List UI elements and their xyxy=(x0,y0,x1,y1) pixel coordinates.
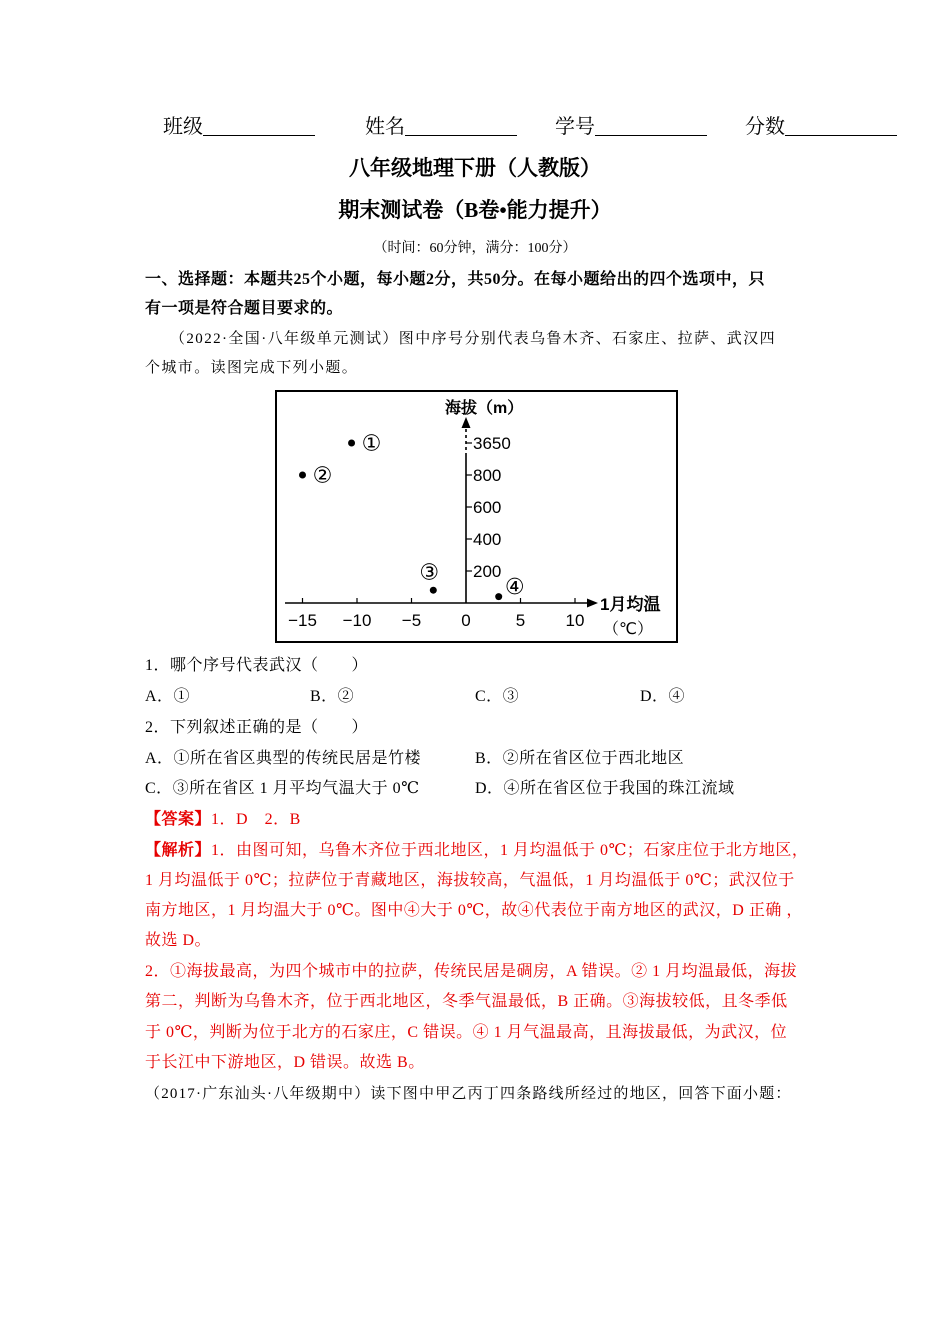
x-axis-unit: （℃） xyxy=(603,621,653,638)
section-instructions-line-1: 一、选择题：本题共25个小题，每小题2分，共50分。在每小题给出的四个选项中，只 xyxy=(145,271,766,288)
analysis-line-4: 故选 D。 xyxy=(145,932,212,949)
group1-intro-line-2: 个城市。读图完成下列小题。 xyxy=(145,360,359,376)
y-axis-arrow xyxy=(462,417,471,428)
page-subtitle: 期末测试卷（B卷•能力提升） xyxy=(338,198,612,222)
question-2-option-a: A．①所在省区典型的传统民居是竹楼 xyxy=(145,750,422,767)
y-tick-label-4: 3650 xyxy=(473,434,511,453)
question-2-option-b: B．②所在省区位于西北地区 xyxy=(475,750,685,767)
y-tick-label-0: 200 xyxy=(473,562,502,581)
x-tick-label-2: −5 xyxy=(401,611,422,630)
answer-line xyxy=(145,810,301,830)
question-2-option-c: C．③所在省区 1 月平均气温大于 0℃ xyxy=(145,780,420,797)
y-ticks xyxy=(466,434,511,581)
analysis-line-6: 第二，判断为乌鲁木齐，位于西北地区，冬季气温最低，B 正确。③海拔较低，且冬季低 xyxy=(145,993,788,1010)
point-label-2: ③ xyxy=(419,559,440,585)
x-axis-arrow xyxy=(587,599,598,608)
student-id-field xyxy=(555,114,707,140)
question-1-option-c: C．③ xyxy=(475,688,520,705)
x-axis-label: 1月均温 xyxy=(600,595,661,614)
point-dot-2 xyxy=(430,587,437,594)
point-label-0: ① xyxy=(361,430,382,456)
scatter-chart xyxy=(275,390,678,643)
section-instructions-line-2: 有一项是符合题目要求的。 xyxy=(145,300,344,317)
point-dot-0 xyxy=(348,440,355,447)
y-axis-label: 海拔（m） xyxy=(445,400,524,417)
analysis-line-5: 2．①海拔最高，为四个城市中的拉萨，传统民居是碉房，A 错误。② 1 月均温最低，海拔 xyxy=(145,963,798,980)
temperature-elevation-figure xyxy=(275,390,678,643)
score-label: 分数 xyxy=(745,116,785,138)
point-dot-3 xyxy=(495,593,502,600)
exam-info: （时间：60分钟，满分：100分） xyxy=(373,241,577,256)
question-1-option-d: D．④ xyxy=(640,688,686,705)
y-tick-label-2: 600 xyxy=(473,498,502,517)
x-tick-label-5: 10 xyxy=(565,611,585,630)
class-blank xyxy=(203,115,315,136)
name-blank xyxy=(405,115,517,136)
question-1-option-b: B．② xyxy=(310,688,355,705)
question-1-option-a: A．① xyxy=(145,688,191,705)
question-1-stem: 1．哪个序号代表武汉（ ） xyxy=(145,657,369,674)
answer-text: 1．D 2．B xyxy=(211,811,301,828)
point-label-3: ④ xyxy=(504,574,525,600)
point-label-1: ② xyxy=(312,462,333,488)
student-id-blank xyxy=(595,115,707,136)
analysis-tag: 【解析】 xyxy=(145,842,212,859)
x-tick-label-3: 0 xyxy=(461,611,471,630)
class-field xyxy=(163,114,315,140)
score-blank xyxy=(785,115,897,136)
x-tick-label-0: −15 xyxy=(288,611,317,630)
analysis-line-8: 于长江中下游地区，D 错误。故选 B。 xyxy=(145,1054,425,1071)
y-tick-label-1: 400 xyxy=(473,530,502,549)
question-2-option-d: D．④所在省区位于我国的珠江流域 xyxy=(475,780,735,797)
x-tick-label-4: 5 xyxy=(515,611,526,630)
student-id-label: 学号 xyxy=(555,116,595,138)
question-2-stem: 2．下列叙述正确的是（ ） xyxy=(145,719,369,736)
name-label: 姓名 xyxy=(365,116,405,138)
score-field xyxy=(745,114,897,140)
class-label: 班级 xyxy=(163,116,203,138)
group2-intro: （2017·广东汕头·八年级期中）读下图中甲乙丙丁四条路线所经过的地区，回答下面小题： xyxy=(145,1086,792,1102)
analysis-text-1: 1．由图可知，乌鲁木齐位于西北地区，1 月均温低于 0℃；石家庄位于北方地区， xyxy=(211,842,809,859)
analysis-line-2: 1 月均温低于 0℃；拉萨位于青藏地区，海拔较高，气温低，1 月均温低于 0℃；武汉位于 xyxy=(145,872,795,889)
page-title: 八年级地理下册（人教版） xyxy=(349,156,601,180)
y-tick-label-3: 800 xyxy=(473,466,502,485)
answer-tag: 【答案】 xyxy=(145,811,212,828)
group1-intro-line-1: （2022·全国·八年级单元测试）图中序号分别代表乌鲁木齐、石家庄、拉萨、武汉四 xyxy=(170,331,776,347)
analysis-line-7: 于 0℃，判断为位于北方的石家庄，C 错误。④ 1 月气温最高，且海拔最低，为武汉，位 xyxy=(145,1024,788,1041)
x-tick-label-1: −10 xyxy=(342,611,372,630)
analysis-line-1 xyxy=(145,841,808,861)
name-field xyxy=(365,114,517,140)
analysis-line-3: 南方地区，1 月均温大于 0℃。图中④大于 0℃，故④代表位于南方地区的武汉，D 正确 ， xyxy=(145,902,803,919)
point-dot-1 xyxy=(299,472,306,479)
